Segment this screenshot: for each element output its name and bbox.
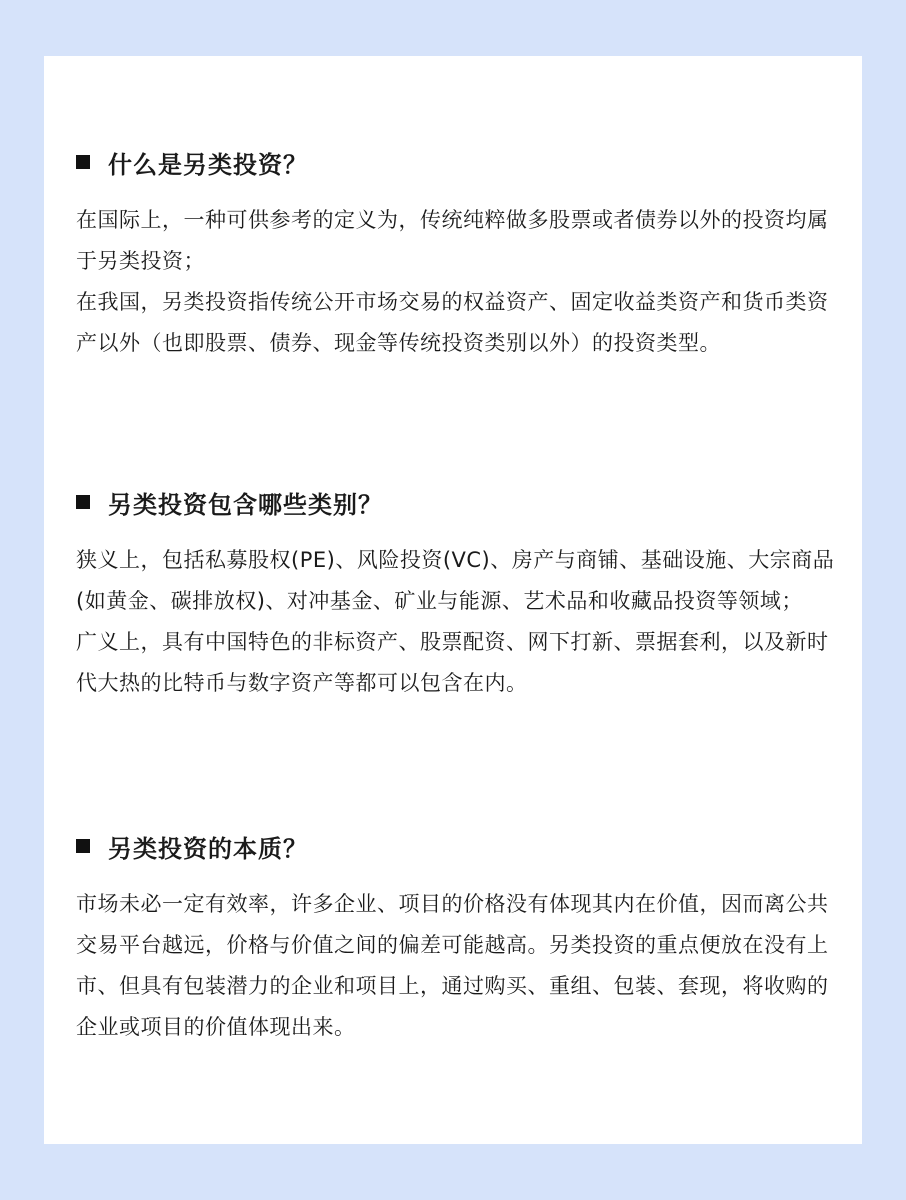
content-card <box>44 56 862 1144</box>
section-heading <box>76 144 846 180</box>
section-body <box>76 200 846 364</box>
square-bullet-icon <box>76 839 90 853</box>
paragraph-narrow-sense: 狭义上，包括私募股权(PE)、风险投资(VC)、房产与商铺、基础设施、大宗商品(如黄金、碳排放权)、对冲基金、矿业与能源、艺术品和收藏品投资等领域； <box>76 548 835 613</box>
square-bullet-icon <box>76 495 90 509</box>
paragraph-china-definition: 在我国，另类投资指传统公开市场交易的权益资产、固定收益类资产和货币类资产以外（也即股票、债券、现金等传统投资类别以外）的投资类型。 <box>76 290 829 355</box>
section-body <box>76 884 846 1048</box>
section-heading-text: 另类投资的本质？ <box>108 834 308 863</box>
paragraph-international-definition: 在国际上，一种可供参考的定义为，传统纯粹做多股票或者债券以外的投资均属于另类投资； <box>76 208 829 273</box>
paragraph-broad-sense: 广义上，具有中国特色的非标资产、股票配资、网下打新、票据套利，以及新时代大热的比特币与数字资产等都可以包含在内。 <box>76 630 829 695</box>
section-heading <box>76 484 846 520</box>
square-bullet-icon <box>76 155 90 169</box>
section-heading-text: 另类投资包含哪些类别？ <box>108 490 383 519</box>
section-what-is-alternative-investment <box>76 144 846 364</box>
section-body <box>76 540 846 704</box>
section-heading <box>76 828 846 864</box>
paragraph-essence: 市场未必一定有效率，许多企业、项目的价格没有体现其内在价值，因而离公共交易平台越远，价格与价值之间的偏差可能越高。另类投资的重点便放在没有上市、但具有包装潜力的企业和项目上，通过购买、重组、包装、套现，将收购的企业或项目的价值体现出来。 <box>76 892 829 1039</box>
section-categories <box>76 484 846 704</box>
section-heading-text: 什么是另类投资？ <box>108 150 308 179</box>
section-essence <box>76 828 846 1048</box>
